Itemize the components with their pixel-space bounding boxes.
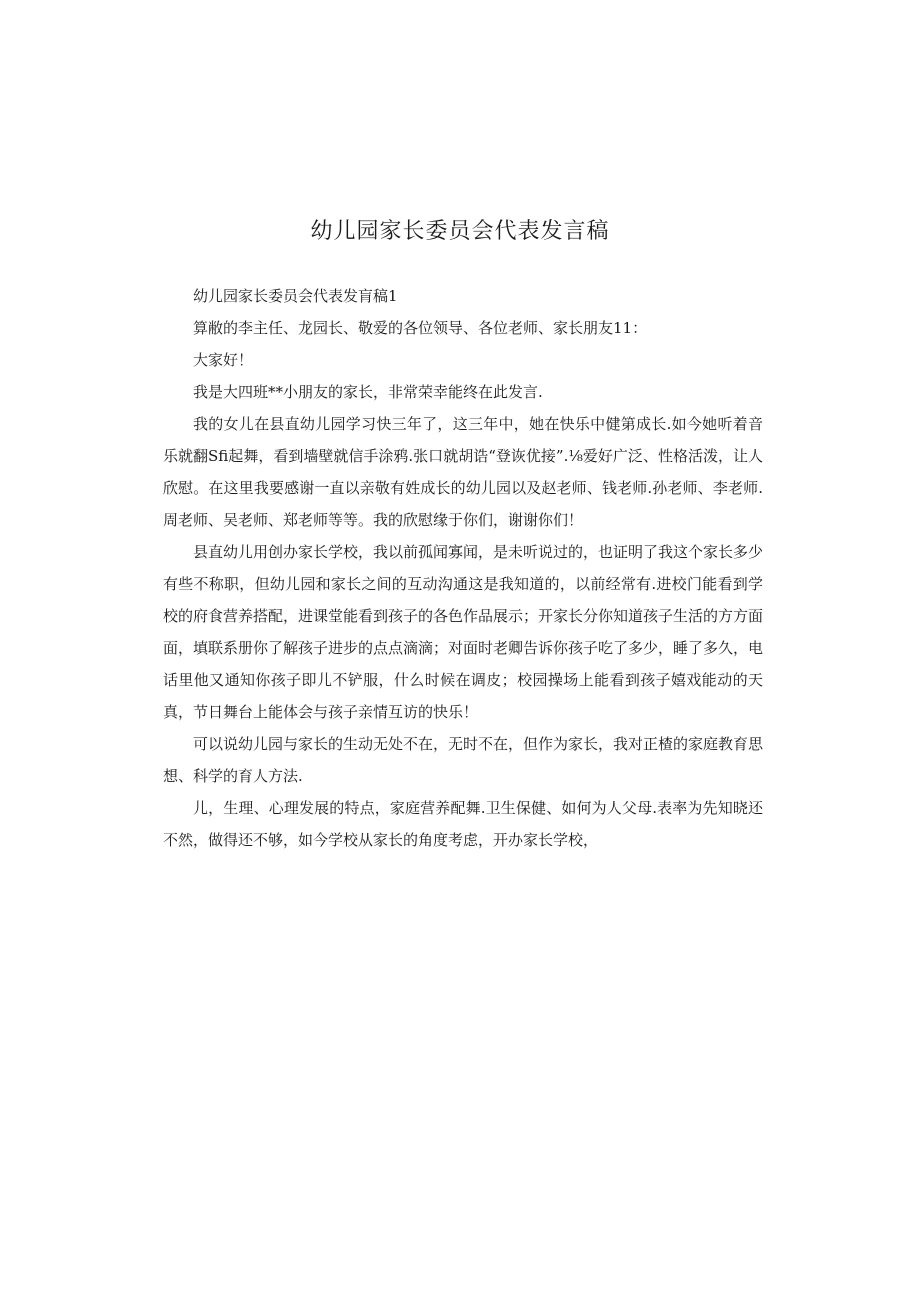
document-body — [163, 280, 763, 856]
paragraph-greeting: 大家好！ — [193, 351, 254, 369]
paragraph-introduction: 我是大四班**小朋友的家长，非常荣幸能终在此发言. — [193, 383, 543, 401]
paragraph-interaction: 可以说幼儿园与家长的生动无处不在，无时不在，但作为家长，我对正楂的家庭教育思想、科学的育人方法. — [163, 735, 764, 785]
paragraph-development: 儿，生理、心理发展的特点，家庭营养配舞.卫生保健、如何为人父母.表率为先知晓还不然，做得还不够，如今学校从家长的角度考虑，开办家长学校， — [163, 799, 763, 849]
paragraph-salutation: 算敝的李主任、龙园长、敬爱的各位领导、各位老师、家长朋友11： — [193, 319, 648, 337]
paragraph-parent-school: 县直幼儿用创办家长学校，我以前孤闻寡闻，是未听说过的，也证明了我这个家长多少有些不称职，但幼儿园和家长之间的互动沟通这是我知道的，以前经常有.进校门能看到学校的府食营养搭配，进课堂能看到孩子的各色作品展示；开家长分你知道孩子生活的方方面面，填联系册你了解孩子进步的点点滴滴；对面时老卿告诉你孩子吃了多少，睡了多久，电话里他又通知你孩子即儿不铲服，什么时候在调皮；校园操场上能看到孩子嬉戏能动的天真，节日舞台上能体会与孩子亲情互访的快乐！ — [163, 543, 764, 721]
paragraph-heading: 幼儿园家长委员会代表发肓稿1 — [193, 287, 398, 305]
document-title: 幼儿园家长委员会代表发言稿 — [310, 219, 610, 244]
paragraph-daughter: 我的女儿在县直幼儿园学习快三年了，这三年中，她在快乐中健第成长.如今她听着音乐就翻Sfi起舞，看到墙壁就信手涂鸦.张口就胡诰“登诙优接”.⅛爱好广泛、性格活泼，让人欣慰。在这里我要感谢一直以亲敬有姓成长的幼儿园以及赵老师、钱老师.孙老师、李老师.周老师、吴老师、郑老师等等。我的欣慰缘于你们，谢谢你们！ — [163, 415, 763, 529]
